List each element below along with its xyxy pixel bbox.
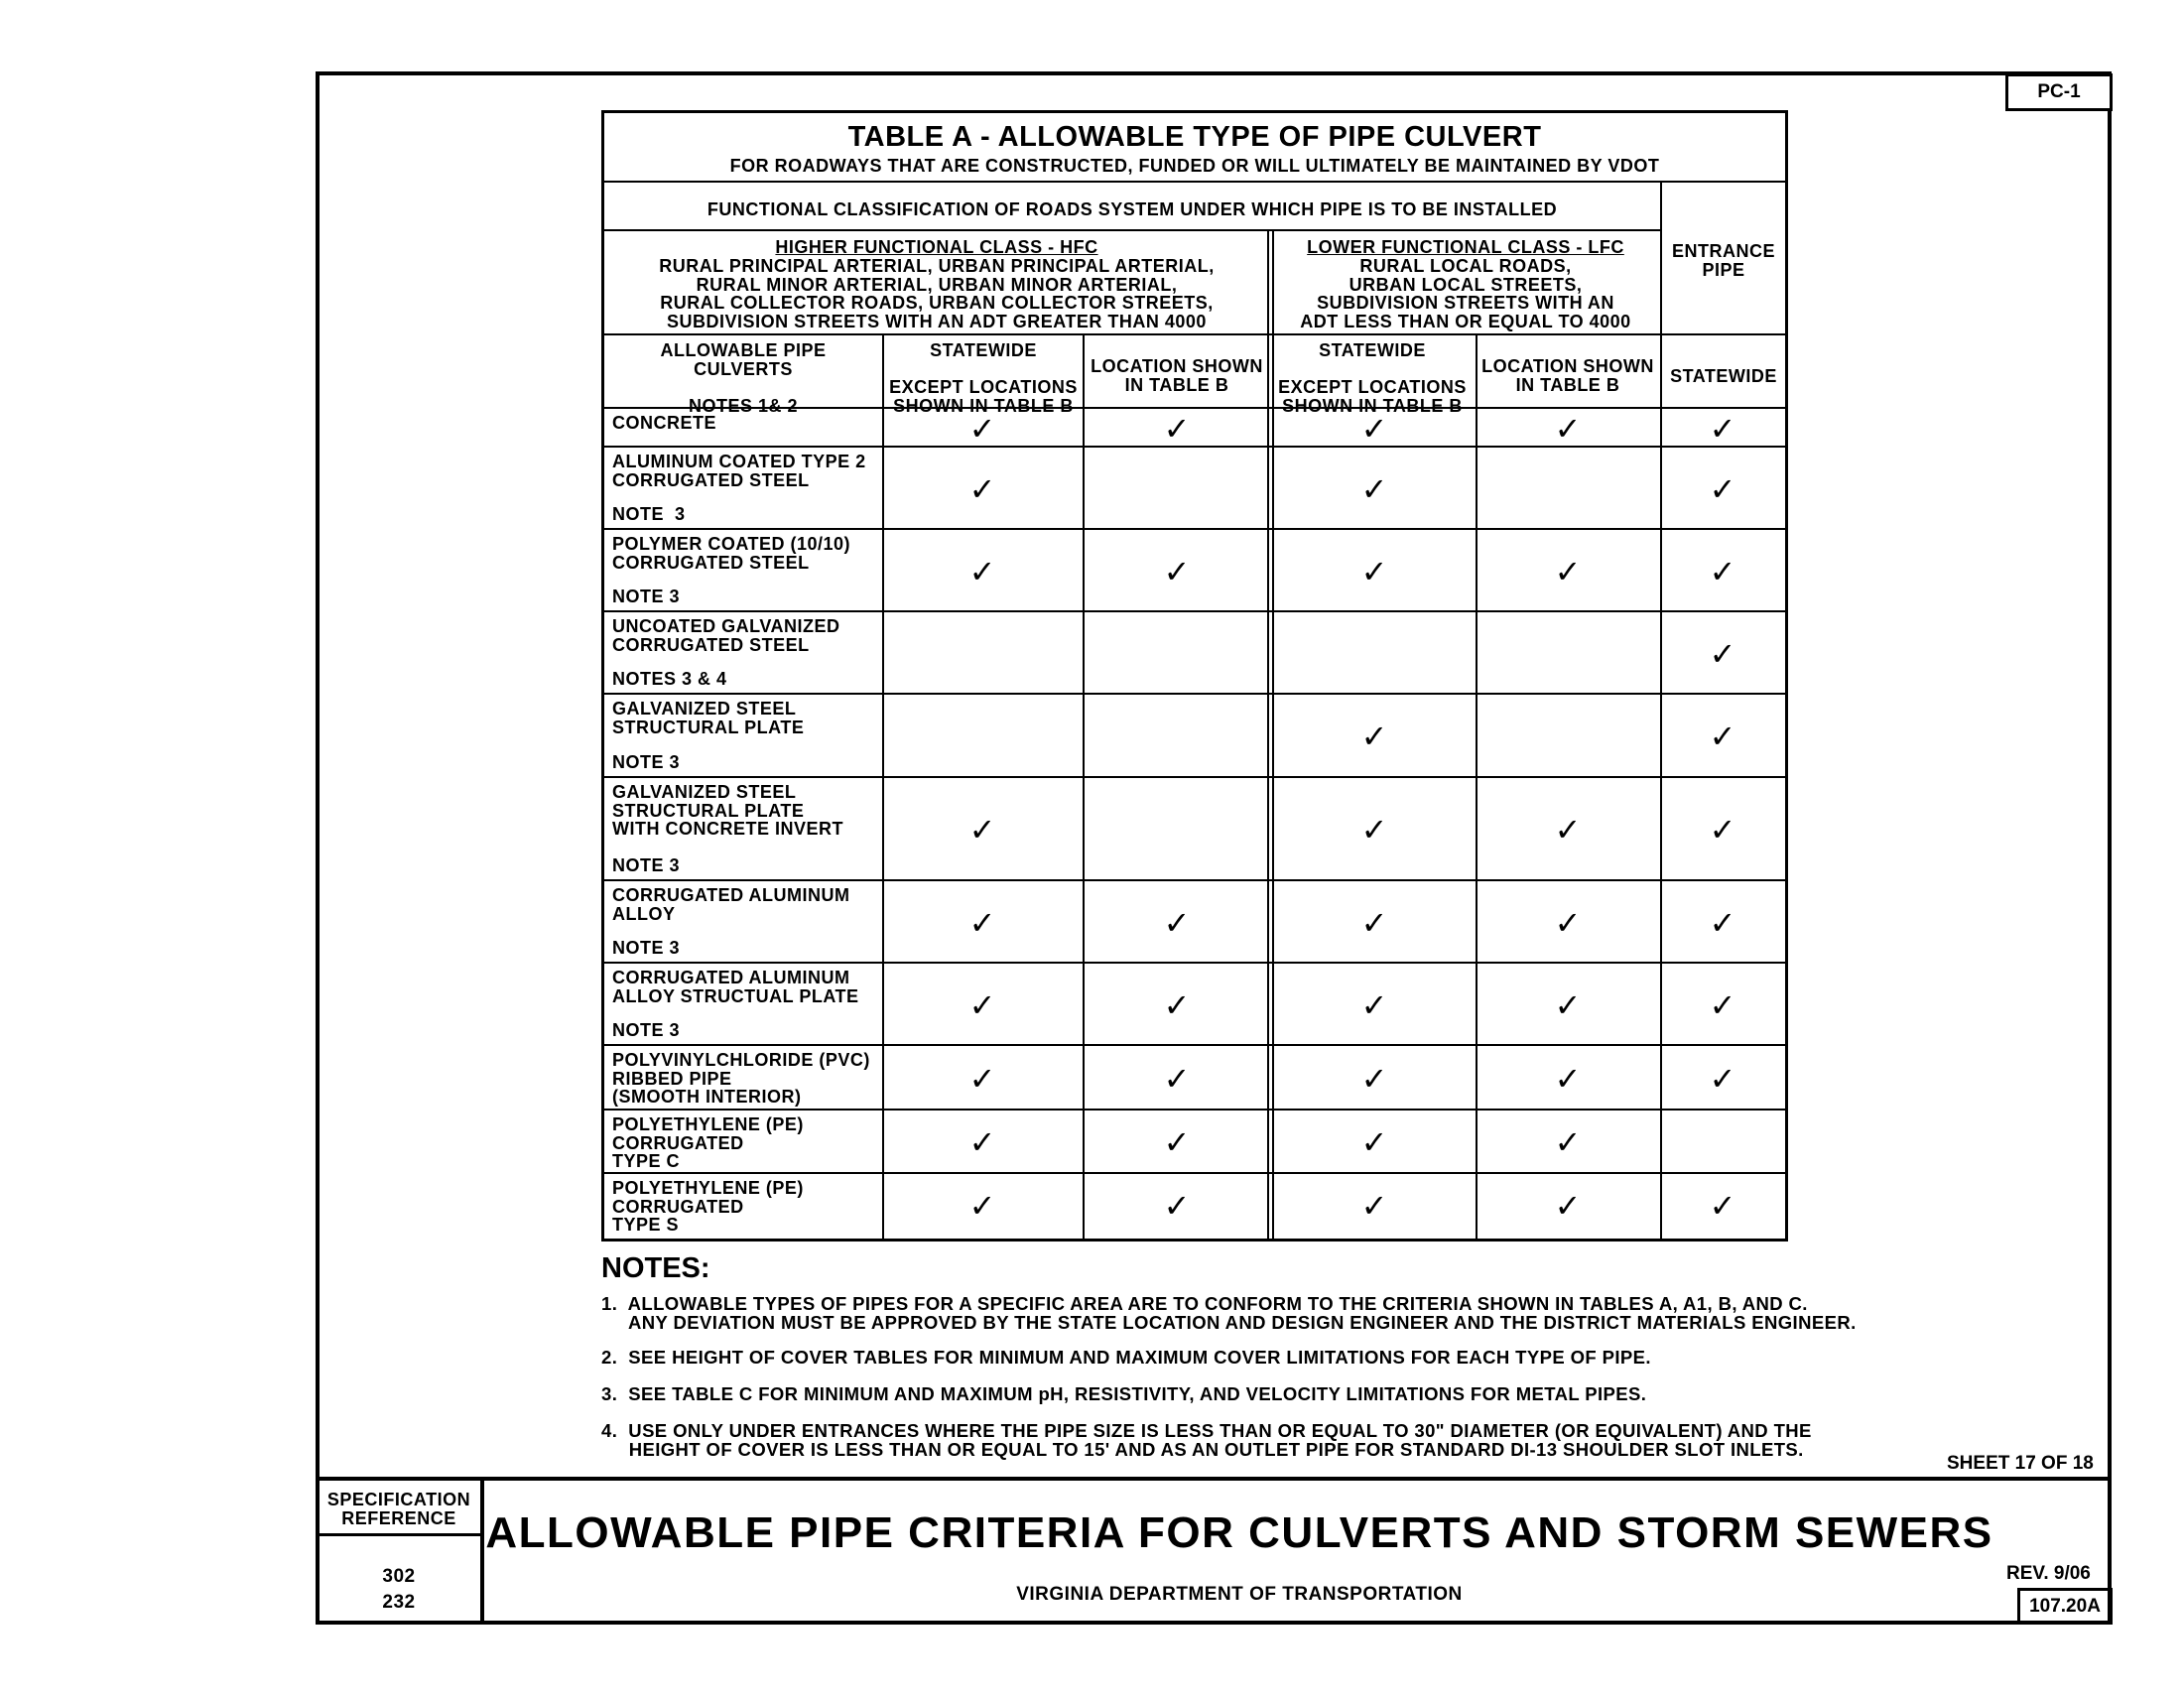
check-mark: ✓ — [1360, 903, 1388, 942]
pipe-type-label — [612, 453, 878, 523]
pipe-type-note: NOTES 3 & 4 — [612, 668, 727, 689]
check-mark: ✓ — [1163, 985, 1191, 1024]
check-mark: ✓ — [1709, 634, 1736, 673]
pipe-type-label — [612, 969, 878, 1039]
note-4: 4. USE ONLY UNDER ENTRANCES WHERE THE PIPE SIZE IS LESS THAN OR EQUAL TO 30" DIAMETER (OR EQUIVALENT) AND THE HEIGHT OF COVER IS LESS THAN OR EQUAL TO 15' AND AS AN OUTLET PIPE FOR STANDARD DI-13 SHOULDER SLOT INLETS. — [601, 1420, 1812, 1460]
row-separator — [604, 1044, 1785, 1046]
check-mark: ✓ — [1554, 1187, 1582, 1225]
col-header-hfc-location: LOCATION SHOWN IN TABLE B — [1091, 356, 1263, 395]
pipe-type-text: POLYETHYLENE (PE) — [612, 1178, 804, 1198]
check-mark: ✓ — [968, 1123, 996, 1161]
check-mark: ✓ — [1709, 552, 1736, 590]
pipe-type-text: CORRUGATED ALUMINUM — [612, 968, 850, 987]
row-separator — [604, 693, 1785, 695]
agency-name: VIRGINIA DEPARTMENT OF TRANSPORTATION — [1016, 1584, 1463, 1605]
note-1: 1. ALLOWABLE TYPES OF PIPES FOR A SPECIFIC AREA ARE TO CONFORM TO THE CRITERIA SHOWN IN TABLES A, A1, B, AND C. ANY DEVIATION MUST BE APPROVED BY THE STATE LOCATION AND DESIGN ENGINEER AND THE DISTRICT MATERIALS ENGINEER. — [601, 1293, 1857, 1333]
check-mark: ✓ — [1360, 718, 1388, 755]
check-mark: ✓ — [968, 1059, 996, 1098]
pipe-type-label — [612, 886, 878, 957]
lfc-description: RURAL LOCAL ROADS, URBAN LOCAL STREETS, SUBDIVISION STREETS WITH AN ADT LESS THAN OR EQUAL TO 4000 — [1300, 256, 1631, 331]
spec-reference-values: 302 232 — [382, 1566, 416, 1613]
pipe-type-text: CORRUGATED STEEL — [612, 469, 810, 490]
row-separator — [604, 776, 1785, 778]
pipe-type-text: UNCOATED GALVANIZED — [612, 616, 840, 636]
title-block-divider — [316, 1477, 2112, 1481]
check-mark: ✓ — [1709, 985, 1736, 1024]
sheet-number: SHEET 17 OF 18 — [1947, 1453, 2094, 1474]
check-mark: ✓ — [1554, 552, 1582, 590]
pipe-type-text: TYPE S — [612, 1215, 680, 1235]
check-mark: ✓ — [1163, 1059, 1191, 1098]
check-mark: ✓ — [1163, 903, 1191, 942]
table-title: TABLE A - ALLOWABLE TYPE OF PIPE CULVERT — [847, 121, 1542, 153]
check-mark: ✓ — [1360, 1123, 1388, 1161]
check-mark: ✓ — [1163, 552, 1191, 590]
check-mark: ✓ — [1554, 409, 1582, 448]
pipe-type-label — [612, 617, 878, 688]
table-subtitle: FOR ROADWAYS THAT ARE CONSTRUCTED, FUNDED OR WILL ULTIMATELY BE MAINTAINED BY VDOT — [729, 156, 1660, 176]
check-mark: ✓ — [1360, 1059, 1388, 1098]
table-a — [601, 110, 1788, 1242]
pipe-type-note: NOTE 3 — [612, 751, 681, 772]
check-mark: ✓ — [1554, 811, 1582, 849]
row-separator — [604, 962, 1785, 964]
entrance-pipe-heading: ENTRANCE PIPE — [1671, 241, 1775, 280]
check-mark: ✓ — [968, 985, 996, 1024]
check-mark: ✓ — [1709, 469, 1736, 508]
pipe-type-label — [612, 1050, 878, 1107]
col-header-pipe: ALLOWABLE PIPE CULVERTS NOTES 1& 2 — [660, 340, 827, 416]
check-mark: ✓ — [1360, 409, 1388, 448]
check-mark: ✓ — [968, 1187, 996, 1225]
pipe-type-text: STRUCTURAL PLATE — [612, 717, 805, 737]
pipe-type-text: GALVANIZED STEEL — [612, 699, 797, 719]
revision-date: REV. 9/06 — [2006, 1563, 2091, 1584]
pipe-type-label — [612, 783, 878, 874]
hfc-description: RURAL PRINCIPAL ARTERIAL, URBAN PRINCIPAL ARTERIAL, RURAL MINOR ARTERIAL, URBAN MINOR ARTERIAL, RURAL COLLECTOR ROADS, URBAN COLLECTOR STREETS, SUBDIVISION STREETS WITH AN ADT GREATER THAN 4000 — [659, 256, 1215, 331]
pipe-type-text: STRUCTURAL PLATE — [612, 800, 805, 821]
col-header-lfc-location: LOCATION SHOWN IN TABLE B — [1481, 356, 1654, 395]
sheet-code-box: PC-1 — [2005, 73, 2113, 111]
check-mark: ✓ — [968, 409, 996, 448]
pipe-type-label — [612, 1114, 878, 1171]
row-separator — [604, 610, 1785, 612]
pipe-type-text: CORRUGATED STEEL — [612, 634, 810, 655]
pipe-type-text: ALUMINUM COATED TYPE 2 — [612, 452, 866, 471]
pipe-type-text: RIBBED PIPE — [612, 1068, 732, 1089]
pipe-type-label — [612, 535, 878, 605]
pipe-type-text: (SMOOTH INTERIOR) — [612, 1087, 802, 1107]
spec-reference-label: SPECIFICATION REFERENCE — [326, 1490, 471, 1528]
pipe-type-label — [612, 700, 878, 771]
check-mark: ✓ — [1709, 718, 1736, 755]
check-mark: ✓ — [1554, 985, 1582, 1024]
pipe-type-note: NOTE 3 — [612, 937, 681, 958]
standard-number: 107.20A — [2017, 1588, 2113, 1625]
pipe-type-text: ALLOY — [612, 903, 676, 924]
check-mark: ✓ — [1360, 469, 1388, 508]
pipe-type-text: CONCRETE — [612, 413, 717, 433]
pipe-type-text: POLYVINYLCHLORIDE (PVC) — [612, 1050, 870, 1070]
pipe-type-text: POLYETHYLENE (PE) — [612, 1114, 804, 1134]
pipe-type-text: CORRUGATED — [612, 1132, 744, 1153]
notes-heading: NOTES: — [601, 1252, 710, 1284]
check-mark: ✓ — [1709, 811, 1736, 849]
col-header-lfc-statewide: STATEWIDE EXCEPT LOCATIONS SHOWN IN TABLE B — [1278, 340, 1467, 416]
check-mark: ✓ — [968, 903, 996, 942]
check-mark: ✓ — [968, 552, 996, 590]
pipe-type-text: CORRUGATED STEEL — [612, 552, 810, 573]
pipe-type-text: GALVANIZED STEEL — [612, 782, 797, 802]
functional-classification-header: FUNCTIONAL CLASSIFICATION OF ROADS SYSTEM UNDER WHICH PIPE IS TO BE INSTALLED — [707, 199, 1558, 219]
row-separator — [604, 528, 1785, 530]
pipe-type-text: CORRUGATED — [612, 1196, 744, 1217]
pipe-type-note: NOTE 3 — [612, 503, 686, 524]
check-mark: ✓ — [1709, 903, 1736, 942]
check-mark: ✓ — [1360, 811, 1388, 849]
check-mark: ✓ — [1360, 552, 1388, 590]
pipe-type-label — [612, 414, 878, 441]
check-mark: ✓ — [1554, 903, 1582, 942]
check-mark: ✓ — [1554, 1123, 1582, 1161]
pipe-type-text: POLYMER COATED (10/10) — [612, 534, 851, 554]
check-mark: ✓ — [1360, 985, 1388, 1024]
check-mark: ✓ — [1163, 1123, 1191, 1161]
hfc-heading: HIGHER FUNCTIONAL CLASS - HFC — [775, 237, 1098, 257]
pipe-type-text: WITH CONCRETE INVERT — [612, 819, 843, 839]
check-mark: ✓ — [1163, 1187, 1191, 1225]
row-separator — [604, 1172, 1785, 1174]
pipe-type-note: NOTE 3 — [612, 586, 681, 606]
check-mark: ✓ — [1709, 1059, 1736, 1098]
row-separator — [604, 1109, 1785, 1111]
check-mark: ✓ — [1709, 1187, 1736, 1225]
note-2: 2. SEE HEIGHT OF COVER TABLES FOR MINIMUM AND MAXIMUM COVER LIMITATIONS FOR EACH TYPE OF PIPE. — [601, 1347, 1651, 1368]
pipe-type-note: NOTE 3 — [612, 854, 681, 875]
check-mark: ✓ — [1163, 409, 1191, 448]
check-mark: ✓ — [968, 811, 996, 849]
check-mark: ✓ — [1709, 409, 1736, 448]
spec-label-rule — [316, 1533, 482, 1536]
row-separator — [604, 407, 1785, 409]
col-header-entrance-statewide: STATEWIDE — [1670, 366, 1777, 386]
row-separator — [604, 879, 1785, 881]
pipe-type-text: TYPE C — [612, 1151, 681, 1171]
pipe-type-label — [612, 1178, 878, 1235]
check-mark: ✓ — [1554, 1059, 1582, 1098]
row-separator — [604, 446, 1785, 448]
check-mark: ✓ — [968, 469, 996, 508]
check-mark: ✓ — [1360, 1187, 1388, 1225]
pipe-type-text: ALLOY STRUCTUAL PLATE — [612, 985, 859, 1006]
drawing-title: ALLOWABLE PIPE CRITERIA FOR CULVERTS AND STORM SEWERS — [485, 1508, 1993, 1557]
note-3: 3. SEE TABLE C FOR MINIMUM AND MAXIMUM pH, RESISTIVITY, AND VELOCITY LIMITATIONS FOR METAL PIPES. — [601, 1383, 1647, 1404]
pipe-type-note: NOTE 3 — [612, 1019, 681, 1040]
lfc-heading: LOWER FUNCTIONAL CLASS - LFC — [1307, 237, 1624, 257]
col-header-hfc-statewide: STATEWIDE EXCEPT LOCATIONS SHOWN IN TABLE B — [889, 340, 1078, 416]
pipe-type-text: CORRUGATED ALUMINUM — [612, 885, 850, 905]
